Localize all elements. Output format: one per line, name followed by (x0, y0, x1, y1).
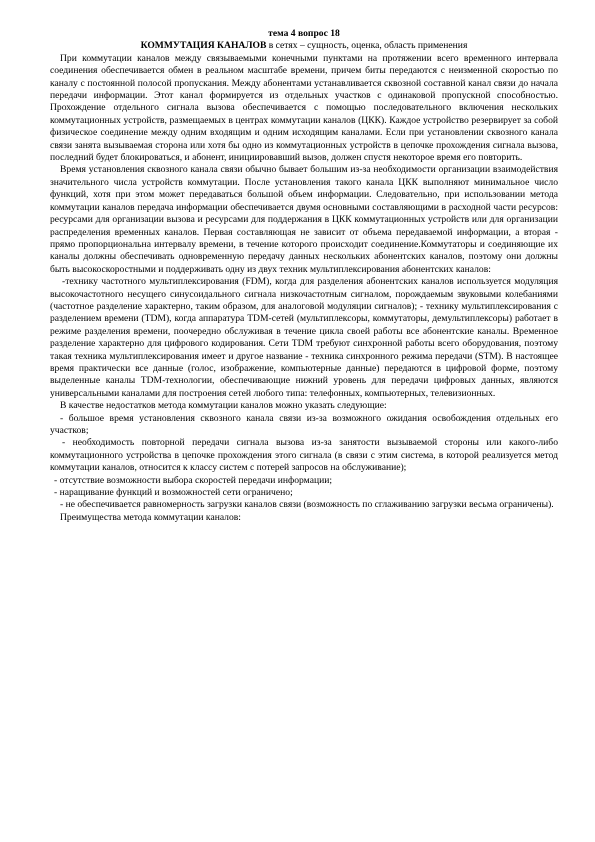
paragraph: Преимущества метода коммутации каналов: (60, 511, 241, 523)
document-page (50, 28, 558, 524)
section-heading (50, 40, 558, 52)
list-item: - необходимость повторной передачи сигнала вызова из-за занятости вызываемой стороны или какого-либо коммутационного устройства в цепочке прохождения этого сигнала (в связи с этим система, в которой реализуется метод коммутации каналов, относится к классу систем с потерей запросов на обслуживание); (50, 437, 558, 474)
section-heading-rest: в сетях – сущность, оценка, область применения (266, 40, 468, 52)
document-title: тема 4 вопрос 18 (268, 28, 340, 39)
paragraph: Время установления сквозного канала связи обычно бывает большим из-за необходимости организации взаимодействия значительного числа устройств коммутации. После установления такого канала ЦКК выполняют минимальное число функций, хотя при этом может передаваться большой объем информации. Следовательно, при использовании метода коммутации каналов передача информации обеспечивается двумя основными составляющими в расходной части ресурсов: ресурсами для организации вызова и ресурсами для поддержания в ЦКК коммутационных устройств или для организации распределения временных каналов. Первая составляющая не зависит от объема передаваемой информации, а вторая - прямо пропорциональна интервалу времени, в течение которого происходит соединение.Коммутаторы и соединяющие их каналы должны обеспечивать одновременную передачу данных нескольких абонентских каналов, поэтому они должны быть высокоскоростными и поддерживать одну из двух техник мультиплексирования абонентских каналов: (50, 164, 558, 275)
paragraph: При коммутации каналов между связываемыми конечными пунктами на протяжении всего временного интервала соединения обеспечивается обмен в реальном масштабе времени, причем биты передаются с неизменной скоростью по каналу с постоянной полосой пропускания. Между абонентами устанавливается сквозной составной канал связи до начала передачи информации. Этот канал формируется из отдельных участков с одинаковой пропускной способностью. Прохождение отдельного сигнала вызова обеспечивается с помощью последовательного включения нескольких коммутационных устройств, размещаемых в центрах коммутации каналов (ЦКК). Каждое устройство резервирует за собой физическое соединение между одним входящим и одним исходящим каналами. Если при установлении сквозного канала связи занята вызываемая сторона или хотя бы одно из коммутационных устройств в цепочке прохождения сигнала вызова, последний будет блокироваться, и абонент, инициировавший вызов, должен спустя некоторое время его повторить. (50, 52, 558, 164)
paragraph: В качестве недостатков метода коммутации каналов можно указать следующие: (60, 400, 387, 412)
list-item: - большое время установления сквозного канала связи из-за возможного ожидания освобождения отдельных его участков; (50, 412, 558, 436)
paragraph: -технику частотного мультиплексирования (FDM), когда для разделения абонентских каналов используется модуляция высокочастотного несущего синусоидального сигнала низкочастотным сигналом, порождаемым звуковыми колебаниями (частотное разделение характерно, таким образом, для аналоговой модуляции сигналов); - технику мультиплексирования с разделением времени (TDM), когда аппаратура TDM-сетей (мультиплексоры, коммутаторы, демультиплексоры) работает в режиме разделения времени, поочередно обслуживая в течение цикла своей работы все абонентские каналы. Временное разделение характерно для цифрового кодирования. Сети TDM требуют синхронной работы всего оборудования, поэтому такая техника мультиплексирования имеет и другое название - техника синхронного режима передачи (STM). В настоящее время практически все данные (голос, изображение, компьютерные данные) передаются в цифровой форме, поэтому выделенные каналы TDM-технологии, обеспечивающие нижний уровень для передачи цифровых данных, являются универсальными каналами для построения сетей любого типа: телефонных, компьютерных, телевизионных. (50, 276, 558, 399)
list-item: - отсутствие возможности выбора скоростей передачи информации; (54, 474, 333, 486)
list-item: - наращивание функций и возможностей сети ограничено; (54, 487, 293, 499)
list-item: - не обеспечивается равномерность загрузки каналов связи (возможность по сглаживанию загрузки весьма ограничены). (60, 499, 554, 511)
section-heading-bold: КОММУТАЦИЯ КАНАЛОВ (140, 40, 267, 52)
